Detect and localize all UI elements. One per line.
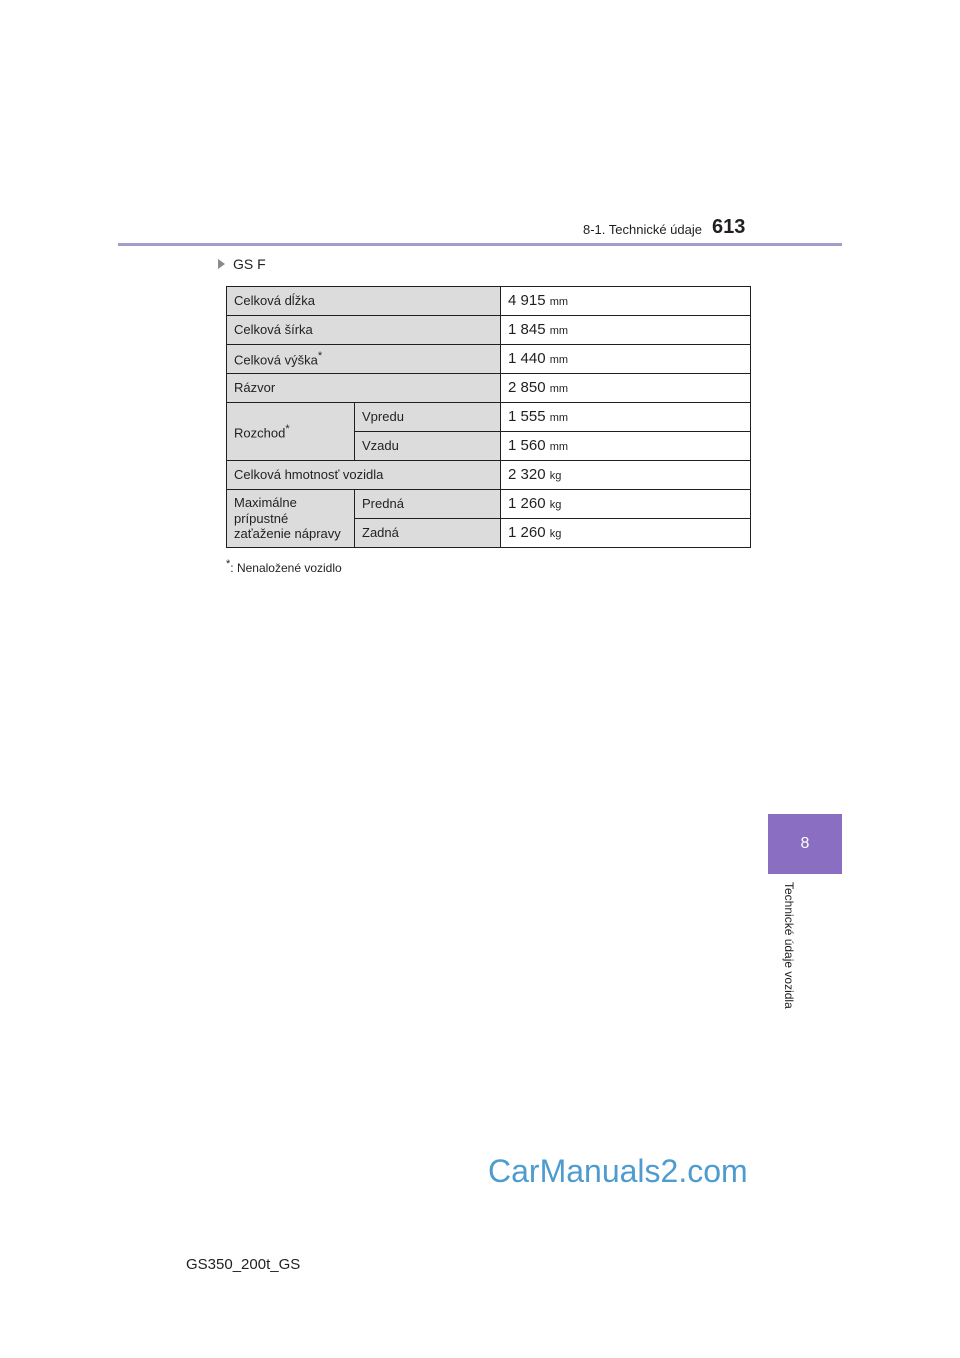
spec-value: 2 320 kg (501, 461, 751, 490)
footnote-marker: * (226, 558, 231, 570)
chapter-number: 8 (800, 835, 810, 852)
watermark: CarManuals2.com (488, 1153, 748, 1189)
spec-value: 1 440 mm (501, 345, 751, 374)
spec-label: Celková dĺžka (227, 287, 501, 316)
running-header-title: 8-1. Technické údaje (582, 222, 702, 237)
spec-label: Celková hmotnosť vozidla (227, 461, 501, 490)
spec-sublabel: Predná (355, 490, 501, 519)
spec-value: 2 850 mm (501, 374, 751, 403)
section-heading-label: GS F (233, 256, 266, 272)
table-row (227, 490, 751, 519)
footnote-text: : Nenaložené vozidlo (230, 561, 342, 575)
spec-label: Rozchod* (227, 403, 355, 461)
spec-value: 1 260 kg (501, 490, 751, 519)
table-row (227, 345, 751, 374)
page-number: 613 (712, 216, 746, 238)
table-row (227, 287, 751, 316)
chapter-tab (768, 814, 842, 874)
header-divider (118, 243, 842, 246)
footnote (226, 558, 342, 575)
table-row (227, 374, 751, 403)
spec-value: 1 260 kg (501, 519, 751, 548)
spec-label: Celková výška* (227, 345, 501, 374)
table-row (227, 403, 751, 432)
spec-label: Rázvor (227, 374, 501, 403)
table-row (227, 461, 751, 490)
chapter-title: Technické údaje vozidla (782, 882, 796, 1009)
triangle-bullet-icon (218, 259, 225, 269)
table-row (227, 316, 751, 345)
section-heading (218, 254, 266, 274)
spec-value: 4 915 mm (501, 287, 751, 316)
spec-label: Maximálne prípustné zaťaženie nápravy (227, 490, 355, 548)
spec-sublabel: Vpredu (355, 403, 501, 432)
spec-value: 1 560 mm (501, 432, 751, 461)
spec-value: 1 555 mm (501, 403, 751, 432)
footnote-marker: * (285, 422, 290, 435)
spec-label: Celková šírka (227, 316, 501, 345)
spec-sublabel: Zadná (355, 519, 501, 548)
spec-value: 1 845 mm (501, 316, 751, 345)
spec-sublabel: Vzadu (355, 432, 501, 461)
footnote-marker: * (317, 350, 323, 363)
specifications-table (226, 286, 751, 548)
footer-code: GS350_200t_GS (186, 1256, 301, 1273)
